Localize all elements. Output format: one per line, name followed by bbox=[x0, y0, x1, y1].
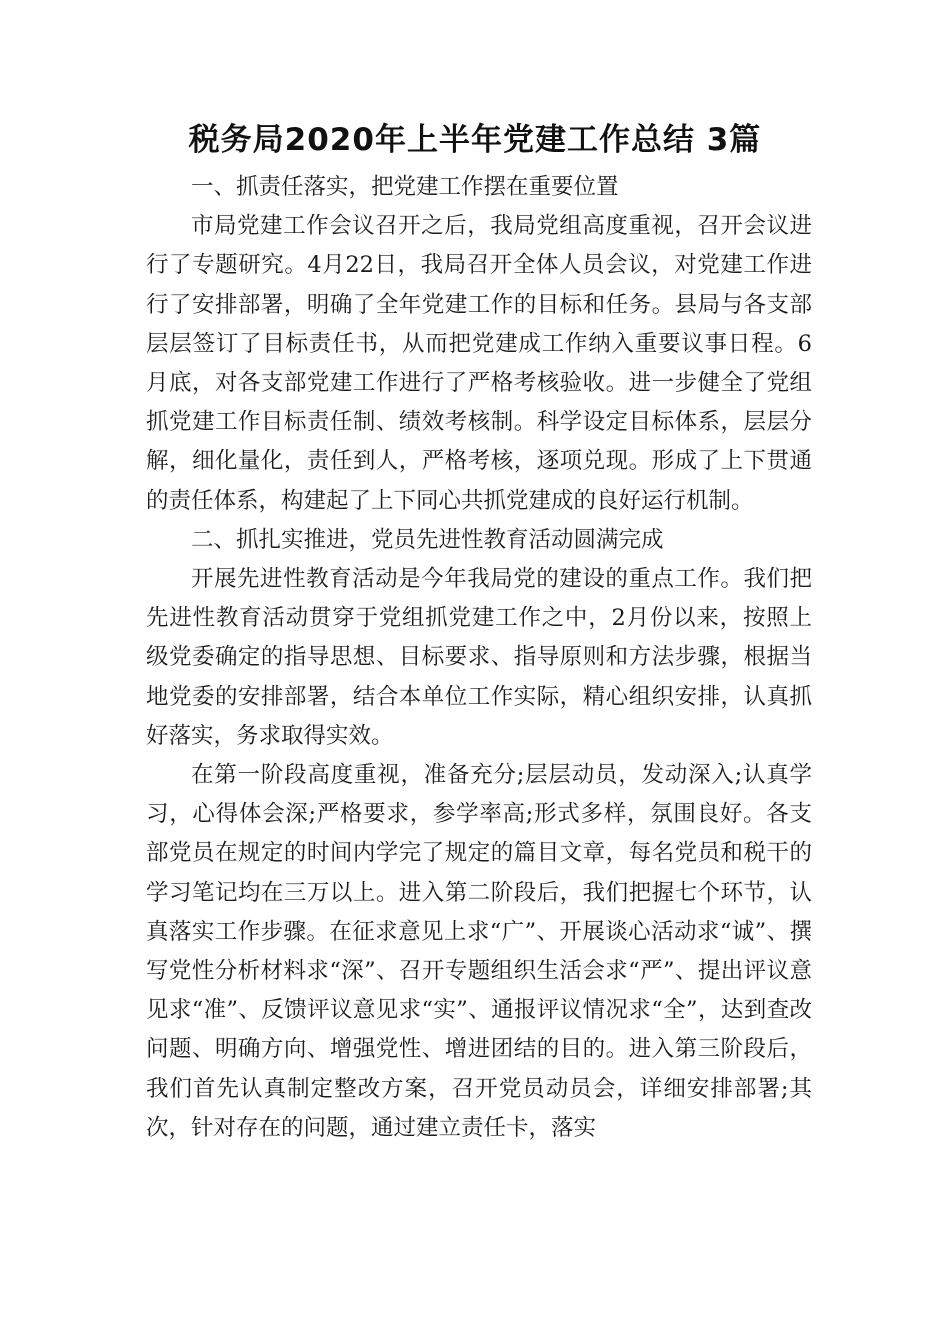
body-paragraph: 市局党建工作会议召开之后，我局党组高度重视，召开会议进行了专题研究。4月22日，我局召开全体人员会议，对党建工作进行了安排部署，明确了全年党建工作的目标和任务。县局与各支部层层签订了目标责任书，从而把党建成工作纳入重要议事日程。6月底，对各支部党建工作进行了严格考核验收。进一步健全了党组抓党建工作目标责任制、绩效考核制。科学设定目标体系，层层分解，细化量化，责任到人，严格考核，逐项兑现。形成了上下贯通的责任体系，构建起了上下同心共抓党建成的良好运行机制。 bbox=[146, 213, 812, 514]
section-heading-2: 二、抓扎实推进，党员先进性教育活动圆满完成 bbox=[191, 526, 664, 553]
body-paragraph: 开展先进性教育活动是今年我局党的建设的重点工作。我们把先进性教育活动贯穿于党组抓党建工作之中，2月份以来，按照上级党委确定的指导思想、目标要求、指导原则和方法步骤，根据当地党委的安排部署，结合本单位工作实际，精心组织安排，认真抓好落实，务求取得实效。 bbox=[146, 566, 812, 749]
section-heading-1: 一、抓责任落实，把党建工作摆在重要位置 bbox=[191, 174, 619, 200]
document-title: 税务局2020年上半年党建工作总结 3篇 bbox=[188, 122, 762, 158]
body-paragraph: 在第一阶段高度重视，准备充分;层层动员，发动深入;认真学习，心得体会深;严格要求，参学率高;形式多样，氛围良好。各支部党员在规定的时间内学完了规定的篇目文章，每名党员和税干的学习笔记均在三万以上。进入第二阶段后，我们把握七个环节，认真落实工作步骤。在征求意见上求“广”、开展谈心活动求“诚”、撰写党性分析材料求“深”、召开专题组织生活会求“严”、提出评议意见求“准”、反馈评议意见求“实”、通报评议情况求“全”，达到查改问题、明确方向、增强党性、增进团结的目的。进入第三阶段后，我们首先认真制定整改方案，召开党员动员会，详细安排部署;其次，针对存在的问题，通过建立责任卡，落实 bbox=[146, 762, 812, 1141]
document-body bbox=[146, 168, 812, 1148]
